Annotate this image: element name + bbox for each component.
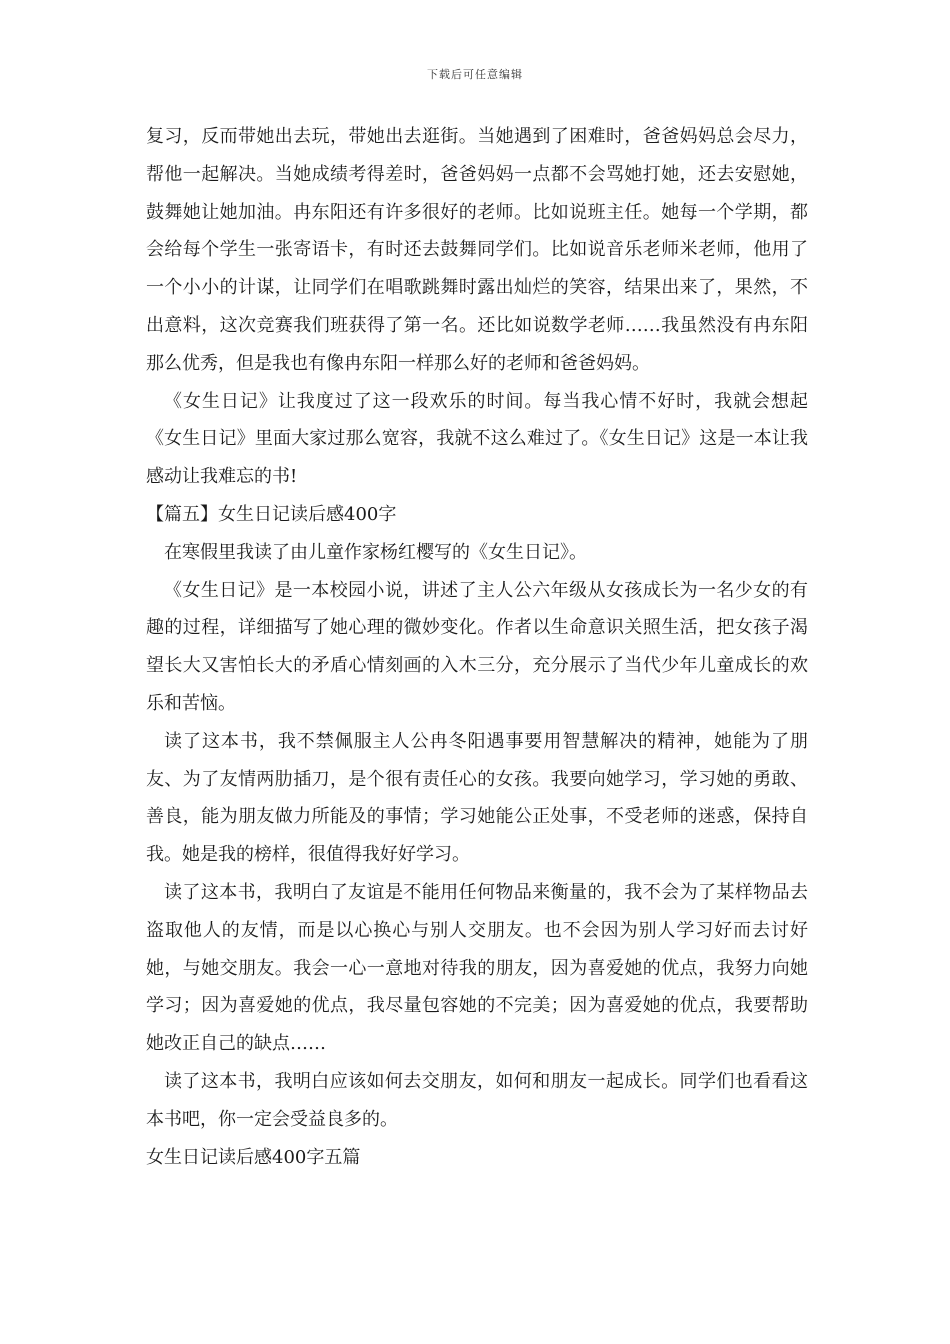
paragraph-conclusion: 《女生日记》让我度过了这一段欢乐的时间。每当我心情不好时，我就会想起《女生日记》里面大家过那么宽容，我就不这么难过了。《女生日记》这是一本让我感动让我难忘的书!: [146, 390, 808, 488]
paragraph-admiration: 读了这本书，我不禁佩服主人公冉冬阳遇事要用智慧解决的精神，她能为了朋友、为了友情两肋插刀，是个很有责任心的女孩。我要向她学习，学习她的勇敢、善良，能为朋友做力所能及的事情；学习她能公正处事，不受老师的迷惑，保持自我。她是我的榜样，很值得我好好学习。: [146, 730, 808, 866]
paragraph-continuation: 复习，反而带她出去玩，带她出去逛街。当她遇到了困难时，爸爸妈妈总会尽力，帮他一起解决。当她成绩考得差时，爸爸妈妈一点都不会骂她打她，还去安慰她，鼓舞她让她加油。冉东阳还有许多很好的老师。比如说班主任。她每一个学期，都会给每个学生一张寄语卡，有时还去鼓舞同学们。比如说音乐老师米老师，他用了一个小小的计谋，让同学们在唱歌跳舞时露出灿烂的笑容，结果出来了，果然，不出意料，这次竞赛我们班获得了第一名。还比如说数学老师……我虽然没有冉东阳那么优秀，但是我也有像冉东阳一样那么好的老师和爸爸妈妈。: [146, 126, 808, 374]
paragraph-closing: 读了这本书，我明白应该如何去交朋友，如何和朋友一起成长。同学们也看看这本书吧，你一定会受益良多的。: [146, 1070, 808, 1130]
paragraph-intro: 在寒假里我读了由儿童作家杨红樱写的《女生日记》。: [164, 541, 587, 563]
paragraph-friendship: 读了这本书，我明白了友谊是不能用任何物品来衡量的，我不会为了某样物品去盗取他人的友情，而是以心换心与别人交朋友。也不会因为别人学习好而去讨好她，与她交朋友。我会一心一意地对待我的朋友，因为喜爱她的优点，我努力向她学习；因为喜爱她的优点，我尽量包容她的不完美；因为喜爱她的优点，我要帮助她改正自己的缺点……: [146, 881, 808, 1055]
document-title-footer: 女生日记读后感400字五篇: [146, 1146, 361, 1168]
paragraph-summary: 《女生日记》是一本校园小说，讲述了主人公六年级从女孩成长为一名少女的有趣的过程，详细描写了她心理的微妙变化。作者以生命意识关照生活，把女孩子渴望长大又害怕长大的矛盾心情刻画的入木三分，充分展示了当代少年儿童成长的欢乐和苦恼。: [146, 579, 808, 714]
page-header-note: 下载后可任意编辑: [427, 68, 523, 81]
section-heading: 【篇五】女生日记读后感400字: [146, 503, 397, 525]
document-body: [146, 118, 808, 1176]
